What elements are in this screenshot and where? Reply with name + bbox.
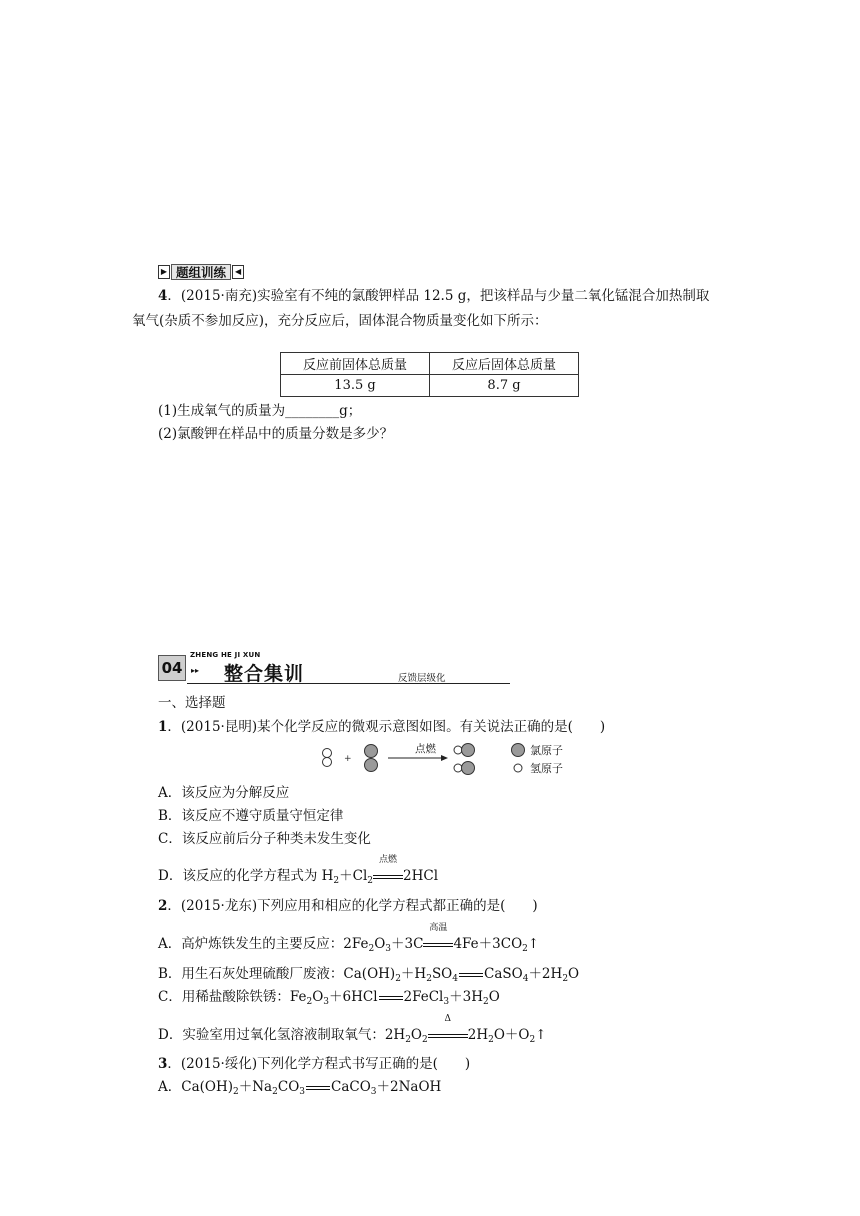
chlorine-molecule-icon xyxy=(365,745,378,772)
q1-stem: 1．(2015·昆明)某个化学反应的微观示意图如图。有关说法正确的是( ) xyxy=(158,719,606,735)
right-triangle-icon: ▶ xyxy=(158,265,170,279)
mass-table xyxy=(280,352,579,397)
legend-hydrogen: 氢原子 xyxy=(530,762,563,775)
section-rule xyxy=(187,683,510,684)
table-header-after: 反应后固体总质量 xyxy=(430,353,579,375)
q2-option-b: B．用生石灰处理硫酸厂废液：$Ca(OH)_2+H_2SO_4$ $CaSO_4+2H_2O$ xyxy=(158,966,580,984)
table-value-before: 13.5 g xyxy=(281,375,430,397)
chlorine-atom-legend-icon xyxy=(512,744,525,757)
hydrogen-atom-legend-icon xyxy=(514,764,522,772)
section-number: 04 xyxy=(158,655,186,681)
table-value-after: 8.7 g xyxy=(430,375,579,397)
q4-sub1: (1)生成氧气的质量为________g； xyxy=(158,403,362,419)
q4-line2: 氧气(杂质不参加反应)，充分反应后，固体混合物质量变化如下所示： xyxy=(132,313,548,329)
q1-option-d: D．该反应的化学方程式为 $H_2+Cl_2$ 点燃 2HCl xyxy=(158,855,439,886)
reaction-diagram xyxy=(315,740,615,776)
q2-option-d: D．实验室用过氧化氢溶液制取氧气：$2H_2O_2$ Δ $2H_2O+O_2↑$ xyxy=(158,1014,547,1045)
diagram-condition: 点燃 xyxy=(415,743,436,755)
part-heading: 一、选择题 xyxy=(158,695,226,711)
hcl-molecule-icon xyxy=(454,744,475,757)
section-subtitle: 反馈层级化 xyxy=(398,673,446,684)
hydrogen-molecule-icon xyxy=(323,749,332,767)
q2-option-a: A．高炉炼铁发生的主要反应：$2Fe_2O_3+3C$ 高温 $4Fe+3CO_2↑$ xyxy=(158,923,540,954)
q3-option-a: A．$Ca(OH)_2+Na_2CO_3$ CaCO$_3$＋2NaOH xyxy=(158,1079,442,1097)
q4-number: 4 xyxy=(158,288,168,304)
arrow-icon xyxy=(441,755,448,761)
answer-blank: ________ xyxy=(285,403,340,419)
legend-chlorine: 氯原子 xyxy=(530,744,563,757)
section-title: 整合集训 xyxy=(224,663,305,685)
q1-option-a: A．该反应为分解反应 xyxy=(158,785,290,801)
q4-sub2: (2)氯酸钾在样品中的质量分数是多少？ xyxy=(158,426,394,442)
section-pinyin: ZHENG HE JI XUN xyxy=(190,651,261,659)
double-arrow-icon: ▸▸ xyxy=(191,666,200,675)
q2-stem: 2．(2015·龙东)下列应用和相应的化学方程式都正确的是( ) xyxy=(158,898,538,914)
diagram-plus: + xyxy=(344,754,352,764)
group-training-header xyxy=(158,262,244,282)
q2-option-c: C．用稀盐酸除铁锈：$Fe_2O_3+6HCl$ $2FeCl_3+3H_2O$ xyxy=(158,989,500,1007)
table-header-before: 反应前固体总质量 xyxy=(281,353,430,375)
group-training-label: 题组训练 xyxy=(171,264,231,280)
left-triangle-icon: ◀ xyxy=(232,265,244,279)
q1-option-b: B．该反应不遵守质量守恒定律 xyxy=(158,808,344,824)
hcl-molecule-icon xyxy=(454,762,475,775)
q3-stem: 3．(2015·绥化)下列化学方程式书写正确的是( ) xyxy=(158,1056,471,1072)
q4-line1: 4．(2015·南充)实验室有不纯的氯酸钾样品 12.5 g，把该样品与少量二氧化锰混合加热制取 xyxy=(158,288,710,304)
q1-option-c: C．该反应前后分子种类未发生变化 xyxy=(158,831,371,847)
